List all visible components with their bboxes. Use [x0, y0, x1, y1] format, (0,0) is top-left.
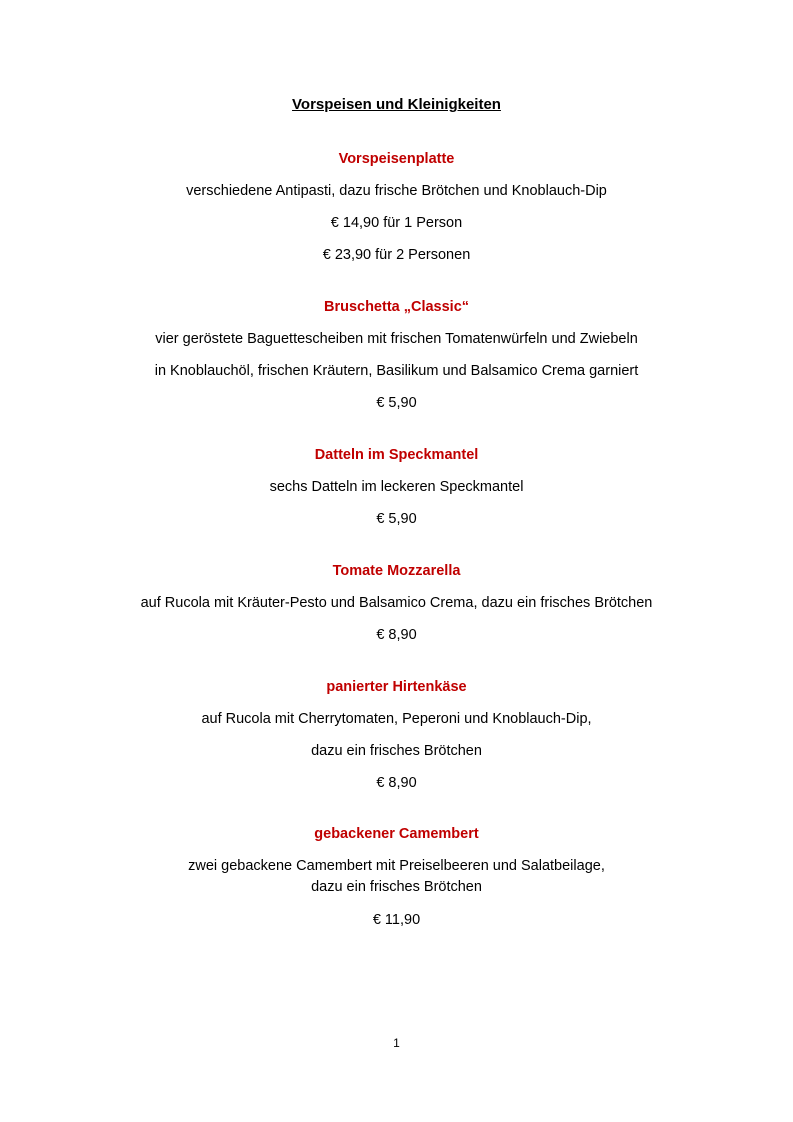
page-title: Vorspeisen und Kleinigkeiten [292, 96, 501, 113]
dish-price: € 11,90 [372, 912, 421, 928]
dish-price: € 14,90 für 1 Person [330, 215, 463, 231]
dish-name-bruschetta: Bruschetta „Classic“ [323, 299, 470, 315]
dish-description: auf Rucola mit Cherrytomaten, Peperoni und Knoblauch-Dip, [201, 711, 592, 727]
dish-description: vier geröstete Baguettescheiben mit frischen Tomatenwürfeln und Zwiebeln [155, 331, 638, 347]
dish-name-tomate-mozzarella: Tomate Mozzarella [332, 563, 461, 579]
dish-description: dazu ein frisches Brötchen [311, 879, 482, 895]
dish-name-hirtenkaese: panierter Hirtenkäse [326, 679, 467, 695]
dish-price: € 5,90 [376, 511, 417, 527]
dish-description: dazu ein frisches Brötchen [311, 743, 482, 759]
dish-description: sechs Datteln im leckeren Speckmantel [269, 479, 524, 495]
dish-name-camembert: gebackener Camembert [314, 826, 479, 842]
dish-price: € 8,90 [376, 775, 417, 791]
dish-description: verschiedene Antipasti, dazu frische Brötchen und Knoblauch-Dip [186, 183, 607, 199]
dish-price: € 5,90 [376, 395, 417, 411]
dish-name-datteln: Datteln im Speckmantel [314, 447, 479, 463]
dish-description: in Knoblauchöl, frischen Kräutern, Basilikum und Balsamico Crema garniert [154, 363, 639, 379]
dish-description: zwei gebackene Camembert mit Preiselbeeren und Salatbeilage, [188, 858, 605, 874]
dish-price: € 23,90 für 2 Personen [322, 247, 471, 263]
page-number: 1 [393, 1036, 400, 1050]
dish-name-vorspeisenplatte: Vorspeisenplatte [338, 151, 455, 167]
dish-price: € 8,90 [376, 627, 417, 643]
dish-description: auf Rucola mit Kräuter-Pesto und Balsamico Crema, dazu ein frisches Brötchen [140, 595, 653, 611]
